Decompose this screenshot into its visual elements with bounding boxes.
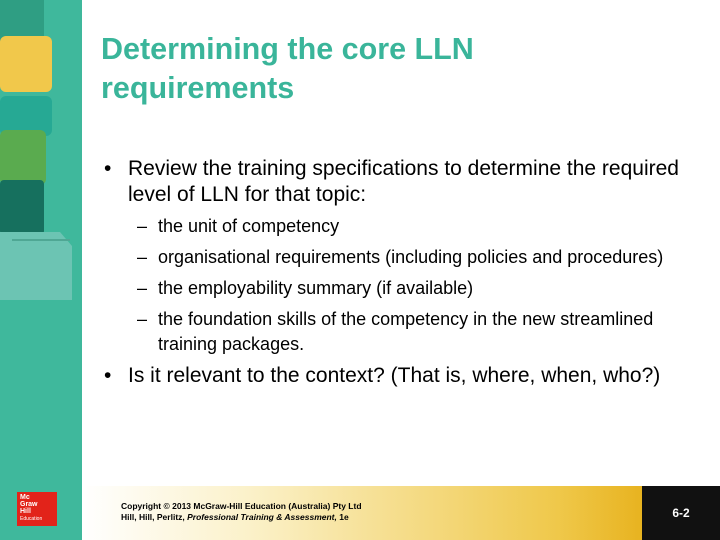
citation-authors: Hill, Hill, Perlitz, bbox=[121, 512, 188, 522]
sub-bullet-item bbox=[101, 245, 701, 270]
slide-title: Determining the core LLN requirements bbox=[101, 32, 474, 105]
bullet-text: Review the training specifications to determine the required level of LLN for that topic: bbox=[128, 157, 679, 206]
sub-bullet-text: organisational requirements (including policies and procedures) bbox=[158, 247, 664, 267]
bullet-text: Is it relevant to the context? (That is, where, when, who?) bbox=[128, 364, 661, 387]
bullet-marker: • bbox=[104, 157, 112, 180]
dash-marker: – bbox=[137, 309, 148, 329]
sub-bullet-item bbox=[101, 307, 701, 357]
bullet-marker: • bbox=[104, 364, 112, 387]
sub-bullet-text: the unit of competency bbox=[158, 216, 340, 236]
copyright-notice bbox=[121, 501, 362, 523]
bullet-item bbox=[101, 156, 701, 208]
citation-edition: 1e bbox=[336, 512, 349, 522]
page-number: 6-2 bbox=[642, 486, 720, 540]
sub-bullet-text: the foundation skills of the competency in the new streamlined training packages. bbox=[158, 309, 654, 354]
dash-marker: – bbox=[137, 216, 148, 236]
copyright-line: Copyright © 2013 McGraw-Hill Education (Australia) Pty Ltd bbox=[121, 501, 362, 511]
left-decorative-strip bbox=[0, 0, 82, 540]
sub-bullet-item bbox=[101, 214, 701, 239]
citation-title: Professional Training & Assessment, bbox=[187, 512, 337, 522]
dash-marker: – bbox=[137, 247, 148, 267]
sub-bullet-text: the employability summary (if available) bbox=[158, 278, 474, 298]
sub-bullet-item bbox=[101, 276, 701, 301]
bullet-item bbox=[101, 363, 701, 389]
dash-marker: – bbox=[137, 278, 148, 298]
mcgraw-hill-logo: Mc Graw Hill Education bbox=[17, 492, 57, 526]
slide-body bbox=[101, 156, 701, 393]
sub-bullet-list bbox=[101, 214, 701, 357]
book-stack-illustration bbox=[0, 0, 82, 320]
